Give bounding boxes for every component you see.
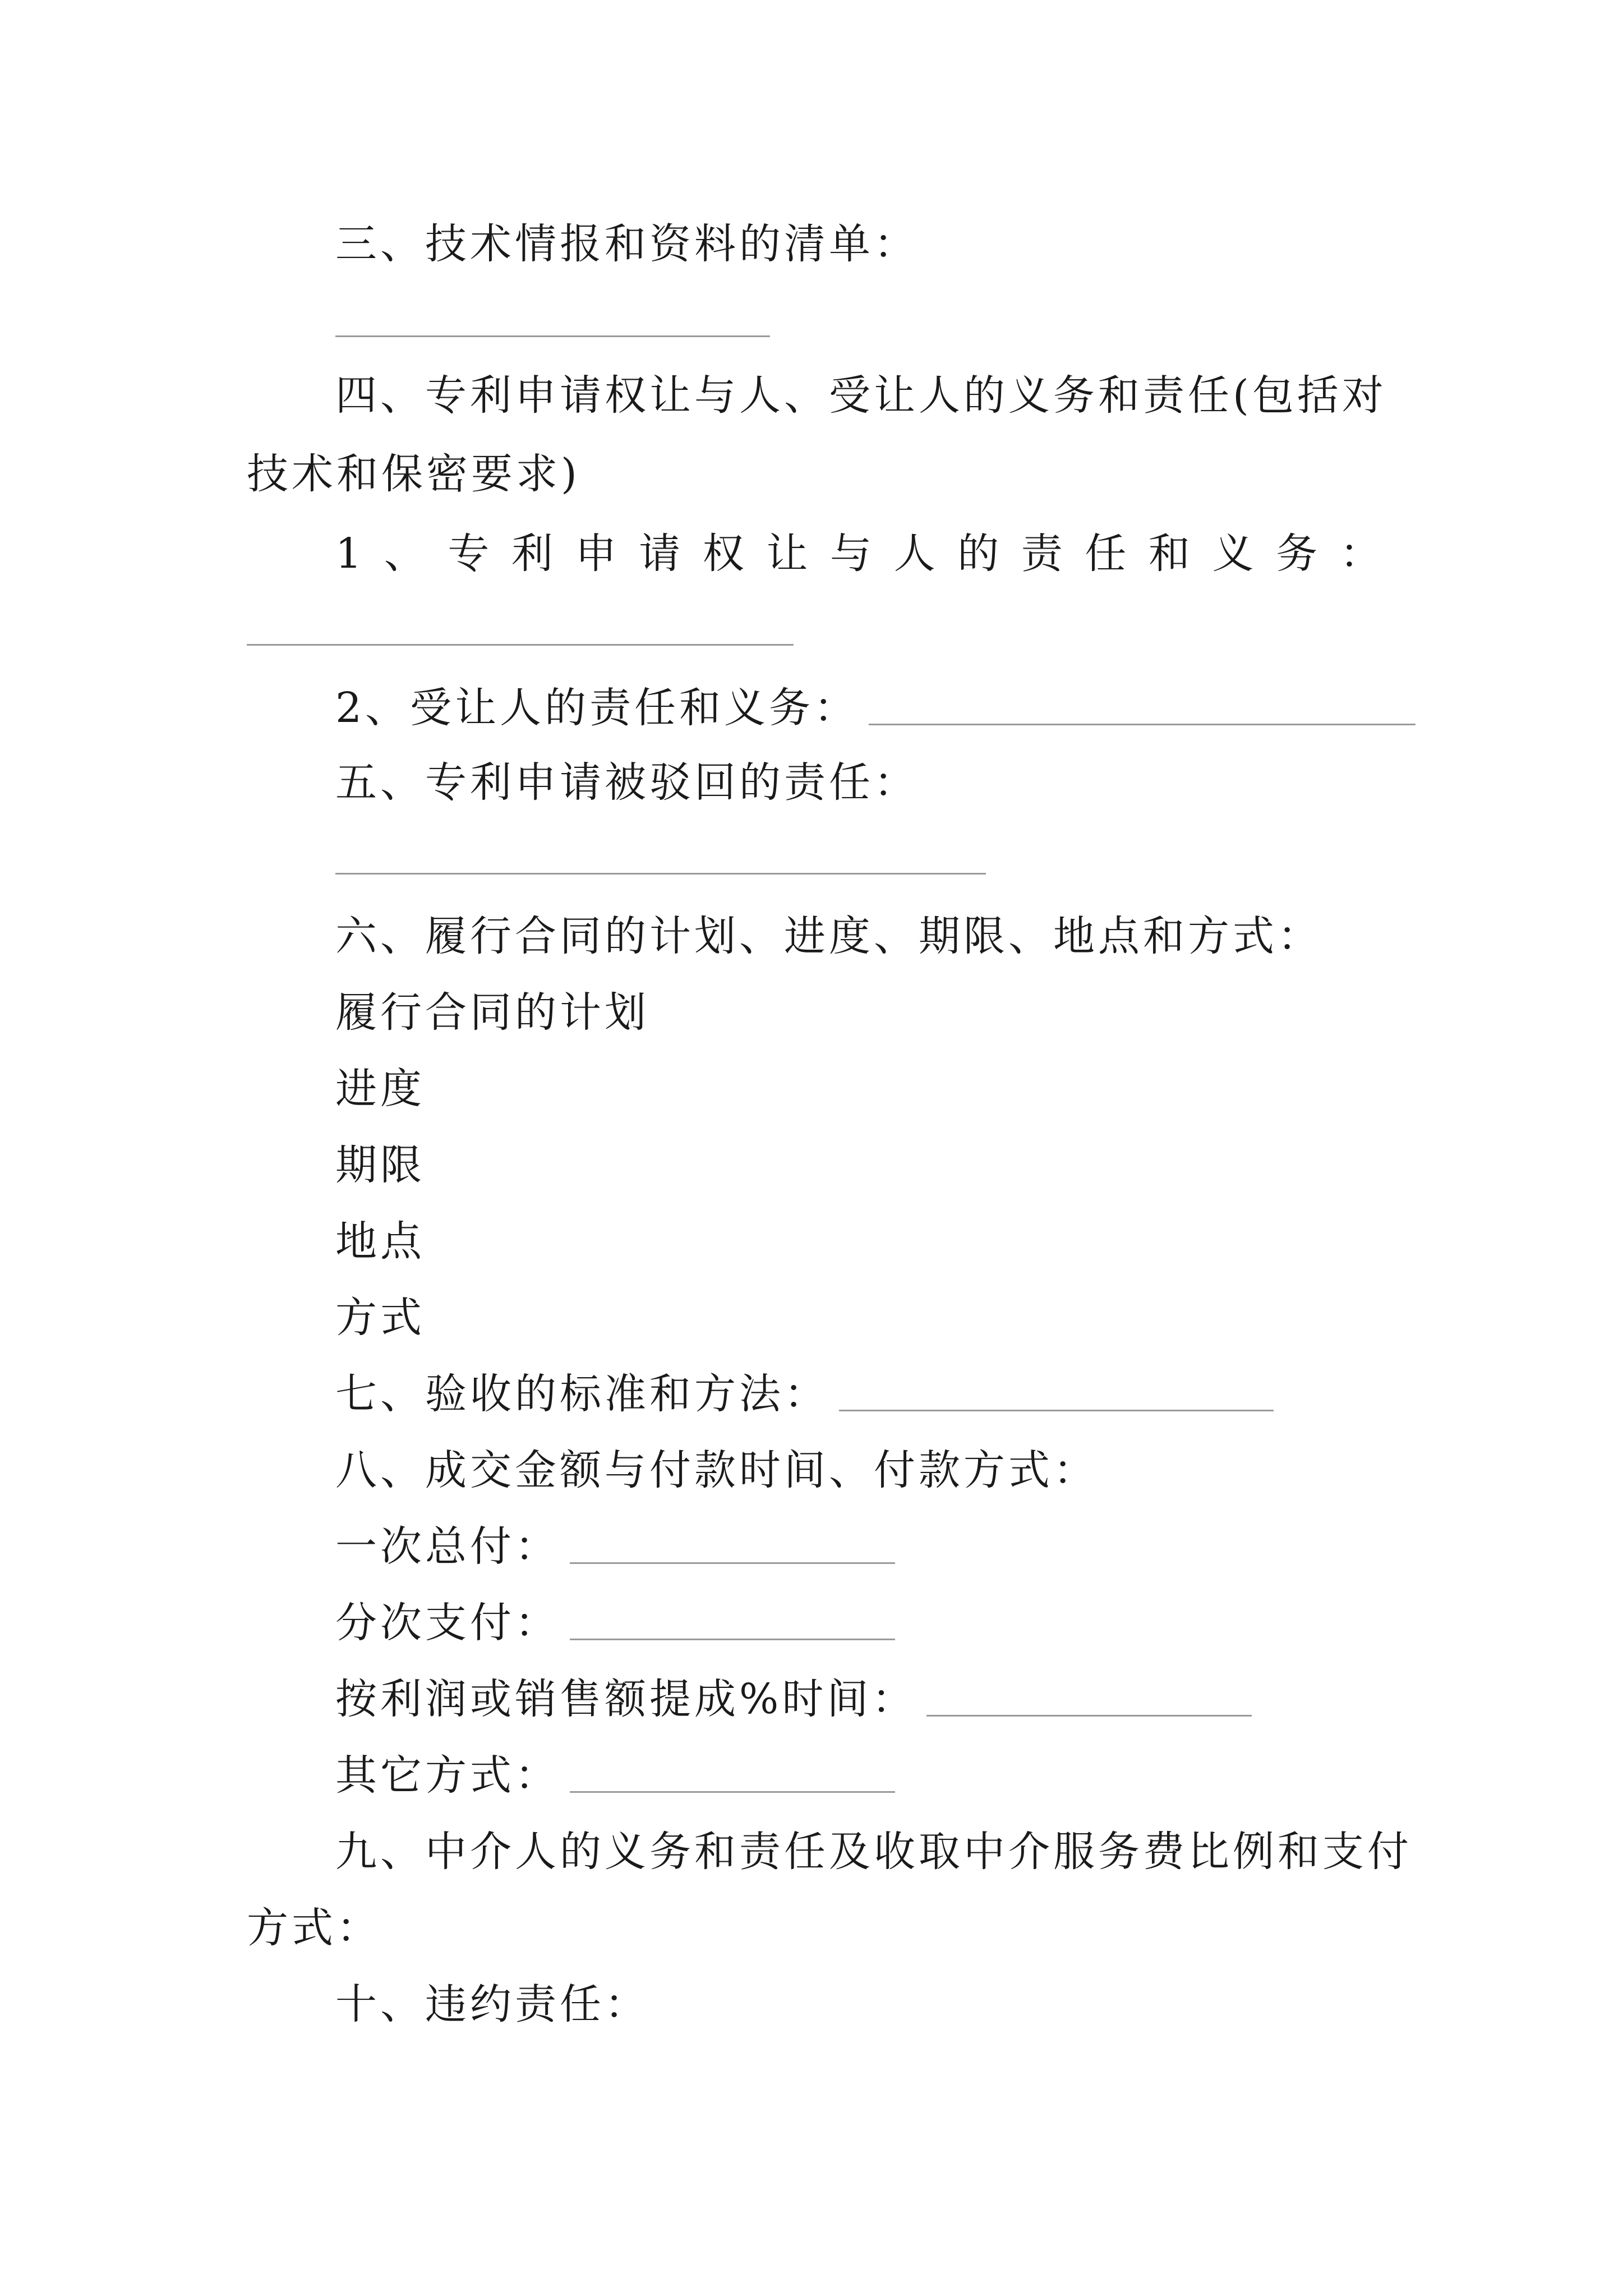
section-4-item-1-char: 请	[639, 530, 681, 578]
section-8-lump-sum-blank[interactable]	[570, 1562, 895, 1564]
section-8-title: 八、成交金额与付款时间、付款方式：	[335, 1446, 1098, 1494]
section-8-other-label: 其它方式：	[335, 1751, 560, 1800]
section-4-item-1-char: 专	[448, 530, 490, 578]
section-3-title: 三、技术情报和资料的清单：	[335, 220, 919, 268]
section-6-place: 地点	[335, 1217, 425, 1266]
section-4-item-1-char: 1	[335, 530, 362, 578]
section-4-item-1-char: 申	[575, 530, 617, 578]
section-10-title: 十、违约责任：	[335, 1980, 649, 2028]
section-8-installment-label: 分次支付：	[335, 1599, 560, 1647]
section-7-title	[335, 1370, 1274, 1418]
section-4-item-1-char: 义	[1212, 530, 1254, 578]
section-8-lump-sum	[335, 1522, 895, 1571]
section-7-blank[interactable]	[839, 1410, 1274, 1411]
section-4-item-2-label: 2、受让人的责任和义务：	[335, 684, 859, 732]
section-9-title-line1: 九、中介人的义务和责任及收取中介服务费比例和支付	[335, 1828, 1412, 1876]
section-6-progress: 进度	[335, 1065, 425, 1113]
section-4-item-1-char: 与	[829, 530, 872, 578]
section-8-lump-sum-label: 一次总付：	[335, 1522, 560, 1571]
section-6-term: 期限	[335, 1141, 425, 1189]
section-3-blank[interactable]	[335, 335, 770, 337]
section-8-other	[335, 1751, 895, 1800]
section-4-item-1-char: 责	[1021, 530, 1063, 578]
section-4-item-1-char: 利	[511, 530, 553, 578]
section-7-label: 七、验收的标准和方法：	[335, 1370, 829, 1418]
section-8-other-blank[interactable]	[570, 1791, 895, 1793]
section-8-royalty	[335, 1675, 1252, 1723]
section-8-royalty-blank[interactable]	[926, 1715, 1252, 1717]
section-4-item-1-char: 、	[384, 530, 426, 578]
section-4-item-1-char: 让	[766, 530, 808, 578]
section-4-item-1	[335, 530, 1381, 578]
section-9-title-line2: 方式：	[247, 1904, 381, 1952]
section-4-title-line1: 四、专利申请权让与人、受让人的义务和责任(包括对	[335, 371, 1387, 420]
section-4-item-2	[335, 684, 1415, 732]
section-4-item-1-char: 的	[957, 530, 999, 578]
section-6-title: 六、履行合同的计划、进度、期限、地点和方式：	[335, 912, 1322, 960]
section-8-installment	[335, 1599, 895, 1647]
section-4-item-1-char: ：	[1339, 530, 1381, 578]
section-5-title: 五、专利申请被驳回的责任：	[335, 758, 919, 807]
section-8-installment-blank[interactable]	[570, 1639, 895, 1640]
section-4-item-1-char: 任	[1085, 530, 1127, 578]
section-8-royalty-label: 按利润或销售额提成%时间：	[335, 1675, 917, 1723]
section-6-plan: 履行合同的计划	[335, 988, 649, 1037]
section-4-item-2-blank[interactable]	[869, 724, 1415, 725]
section-4-item-1-char: 权	[702, 530, 744, 578]
section-4-item-1-char: 务	[1276, 530, 1318, 578]
section-4-item-1-blank[interactable]	[247, 644, 794, 646]
section-4-item-1-char: 人	[893, 530, 935, 578]
section-5-blank[interactable]	[335, 873, 986, 875]
section-4-title-line2: 技术和保密要求)	[247, 450, 580, 498]
section-6-method: 方式	[335, 1294, 425, 1342]
section-4-item-1-char: 和	[1149, 530, 1191, 578]
